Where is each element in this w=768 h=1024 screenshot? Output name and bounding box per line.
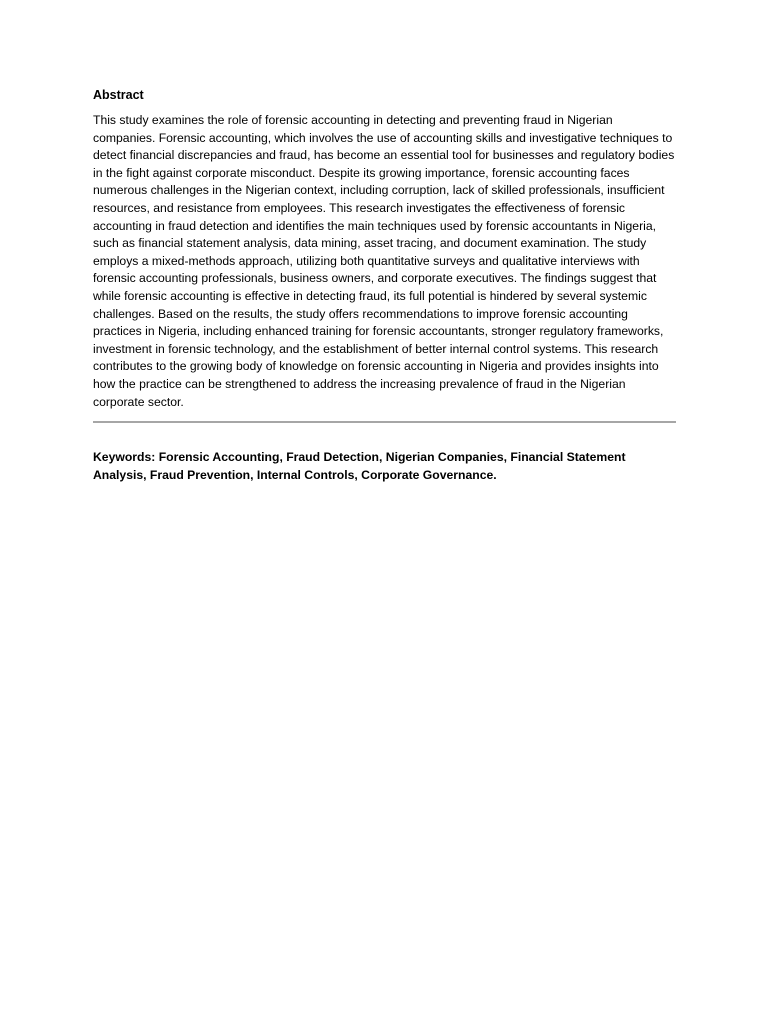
keywords-text: Keywords: Forensic Accounting, Fraud Detection, Nigerian Companies, Financial Statement Analysis, Fraud Prevention, Internal Controls, Corporate Governance. bbox=[93, 450, 626, 483]
abstract-section bbox=[93, 86, 676, 484]
abstract-text: This study examines the role of forensic accounting in detecting and preventing fraud in Nigerian companies. Forensic accounting, which involves the use of accounting skills and investigative techniques to detect financial discrepancies and fraud, has become an essential tool for businesses and regulatory bodies in the fight against corporate misconduct. Despite its growing importance, forensic accounting faces numerous challenges in the Nigerian context, including corruption, lack of skilled professionals, insufficient resources, and resistance from employees. This research investigates the effectiveness of forensic accounting in fraud detection and identifies the main techniques used by forensic accountants in Nigeria, such as financial statement analysis, data mining, asset tracing, and document examination. The study employs a mixed-methods approach, utilizing both quantitative surveys and qualitative interviews with forensic accounting professionals, business owners, and corporate executives. The findings suggest that while forensic accounting is effective in detecting fraud, its full potential is hindered by several systemic challenges. Based on the results, the study offers recommendations to improve forensic accounting practices in Nigeria, including enhanced training for forensic accountants, stronger regulatory frameworks, investment in forensic technology, and the establishment of better internal control systems. This research contributes to the growing body of knowledge on forensic accounting in Nigeria and provides insights into how the practice can be strengthened to address the increasing prevalence of fraud in the Nigerian corporate sector. bbox=[93, 113, 675, 409]
horizontal-divider bbox=[93, 421, 676, 423]
abstract-heading: Abstract bbox=[93, 88, 144, 102]
